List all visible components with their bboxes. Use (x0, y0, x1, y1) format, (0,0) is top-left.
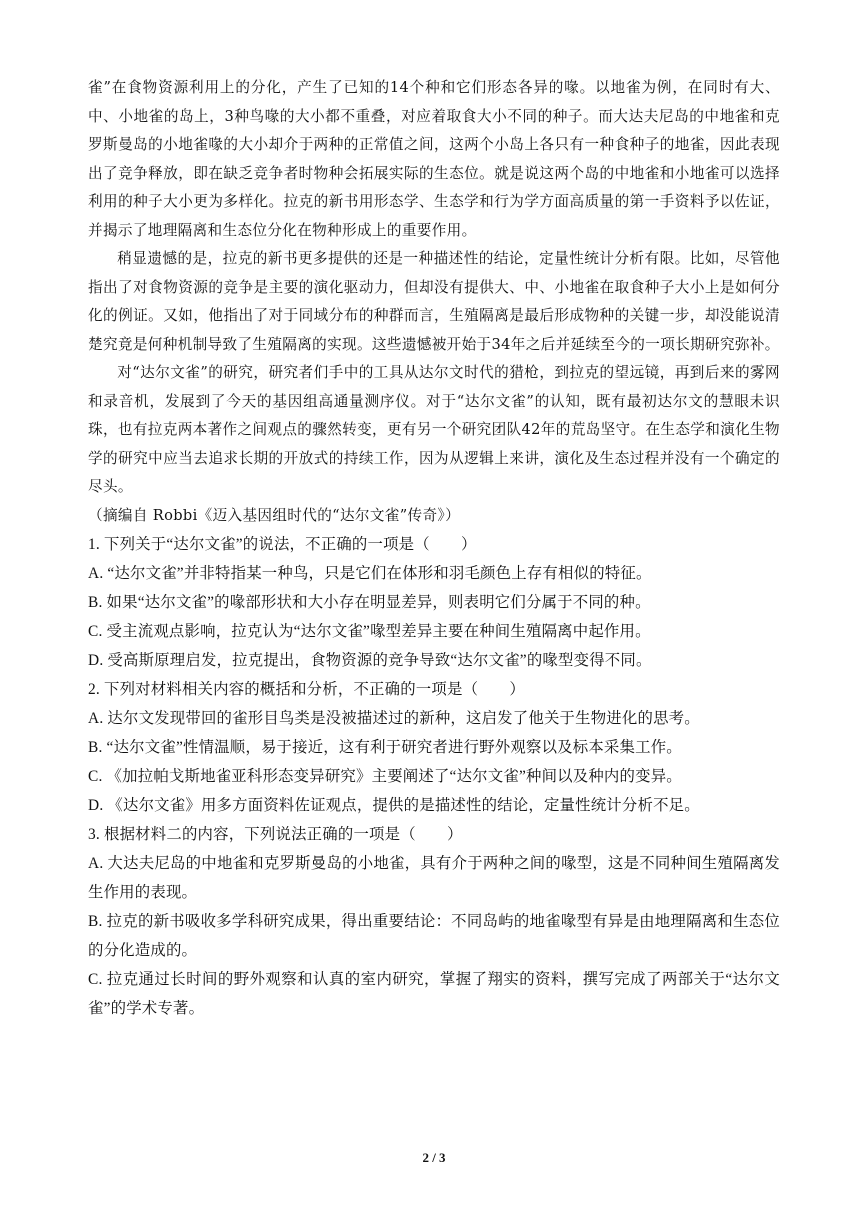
option-a: A. 大达夫尼岛的中地雀和克罗斯曼岛的小地雀，具有介于两种之间的喙型，这是不同种间生殖隔离发生作用的表现。 (88, 855, 780, 901)
option-b: B. 拉克的新书吸收多学科研究成果，得出重要结论：不同岛屿的地雀喙型有异是由地理隔离和生态位的分化造成的。 (88, 913, 780, 959)
question-2 (88, 675, 780, 820)
reading-passage (88, 74, 780, 530)
passage-paragraph-3: 对“达尔文雀”的研究，研究者们手中的工具从达尔文时代的猎枪，到拉克的望远镜，再到后来的雾网和录音机，发展到了今天的基因组高通量测序仪。对于“达尔文雀”的认知，既有最初达尔文的慧眼未识珠，也有拉克两本著作之间观点的骤然转变，更有另一个研究团队42年的荒岛坚守。在生态学和演化生物学的研究中应当去追求长期的开放式的持续工作，因为从逻辑上来讲，演化及生态过程并没有一个确定的尽头。 (88, 364, 780, 495)
question-1 (88, 530, 780, 675)
option-c: C. 拉克通过长时间的野外观察和认真的室内研究，掌握了翔实的资料，撰写完成了两部关于“达尔文雀”的学术专著。 (88, 971, 780, 1017)
question-stem: 3. 根据材料二的内容，下列说法正确的一项是（ ） (88, 826, 463, 843)
option-a: A. “达尔文雀”并非特指某一种鸟，只是它们在体形和羽毛颜色上存有相似的特征。 (88, 565, 652, 582)
question-stem: 1. 下列关于“达尔文雀”的说法，不正确的一项是（ ） (88, 536, 477, 553)
option-b: B. 如果“达尔文雀”的喙部形状和大小存在明显差异，则表明它们分属于不同的种。 (88, 594, 651, 611)
passage-paragraph-1: 雀”在食物资源利用上的分化，产生了已知的14个种和它们形态各异的喙。以地雀为例，在同时有大、中、小地雀的岛上，3种鸟喙的大小都不重叠，对应着取食大小不同的种子。而大达夫尼岛的中地雀和克罗斯曼岛的小地雀喙的大小却介于两种的正常值之间，这两个小岛上各只有一种食种子的地雀，因此表现出了竞争释放，即在缺乏竞争者时物种会拓展实际的生态位。就是说这两个岛的中地雀和小地雀可以选择利用的种子大小更为多样化。拉克的新书用形态学、生态学和行为学方面高质量的第一手资料予以佐证，并揭示了地理隔离和生态位分化在物种形成上的重要作用。 (88, 79, 780, 239)
passage-paragraph-2: 稍显遗憾的是，拉克的新书更多提供的还是一种描述性的结论，定量性统计分析有限。比如，尽管他指出了对食物资源的竞争是主要的演化驱动力，但却没有提供大、中、小地雀在取食种子大小上是如何分化的例证。又如，他指出了对于同域分布的种群而言，生殖隔离是最后形成物种的关键一步，却没能说清楚究竟是何种机制导致了生殖隔离的实现。这些遗憾被开始于34年之后并延续至今的一项长期研究弥补。 (88, 250, 780, 353)
question-list (88, 530, 780, 1023)
option-b: B. “达尔文雀”性情温顺，易于接近，这有利于研究者进行野外观察以及标本采集工作。 (88, 739, 682, 756)
option-c: C. 受主流观点影响，拉克认为“达尔文雀”喙型差异主要在种间生殖隔离中起作用。 (88, 623, 651, 640)
question-stem: 2. 下列对材料相关内容的概括和分析，不正确的一项是（ ） (88, 681, 525, 698)
passage-source-citation: （摘编自 Robbi《迈入基因组时代的“达尔文雀”传奇》） (88, 506, 461, 524)
question-3 (88, 820, 780, 1023)
option-a: A. 达尔文发现带回的雀形目鸟类是没被描述过的新种，这启发了他关于生物进化的思考。 (88, 710, 700, 727)
option-c: C. 《加拉帕戈斯地雀亚科形态变异研究》主要阐述了“达尔文雀”种间以及种内的变异。 (88, 768, 682, 785)
option-d: D. 受高斯原理启发，拉克提出，食物资源的竞争导致“达尔文雀”的喙型变得不同。 (88, 652, 652, 669)
option-d: D. 《达尔文雀》用多方面资料佐证观点，提供的是描述性的结论，定量性统计分析不足。 (88, 797, 700, 814)
document-page (88, 74, 780, 1023)
page-number: 2 / 3 (422, 1150, 446, 1165)
